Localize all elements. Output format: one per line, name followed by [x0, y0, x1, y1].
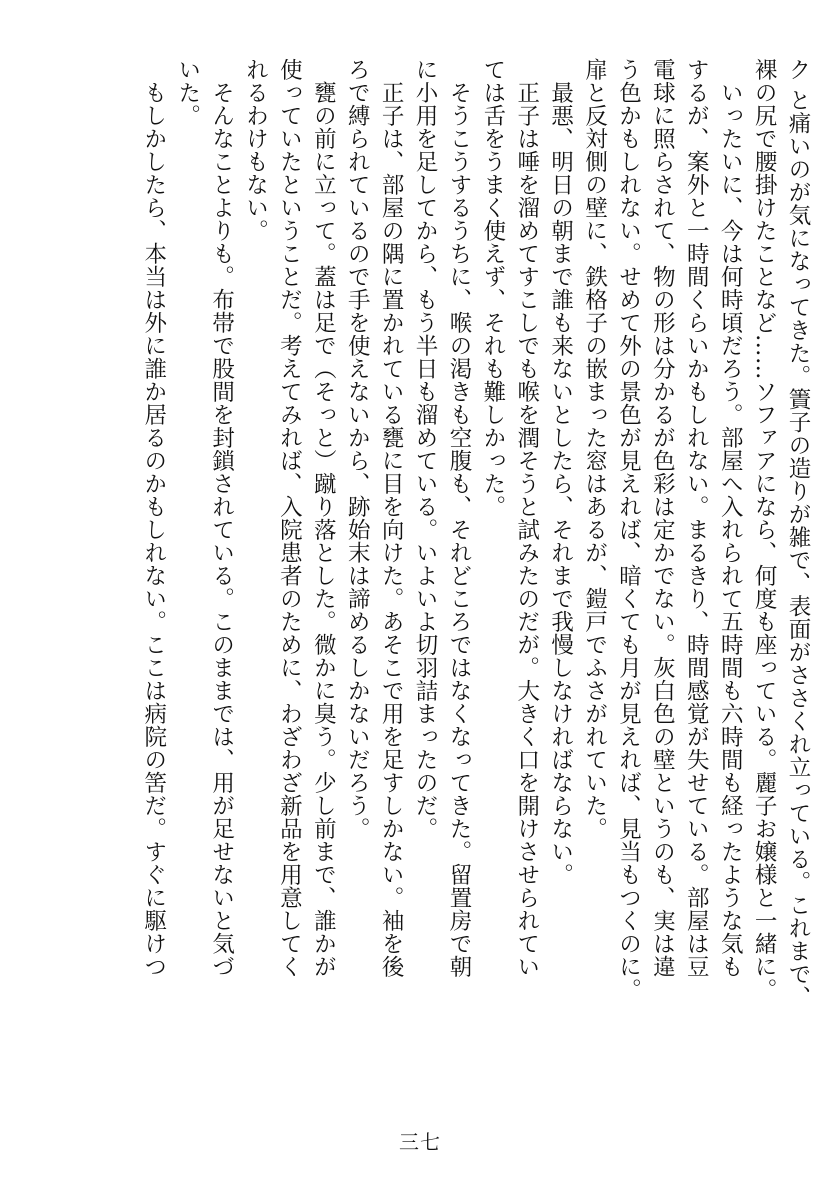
- text-column: いったいに、今は何時頃だろう。部屋へ入れられて五時間も六時間も経ったような気も: [717, 58, 744, 978]
- vertical-text-body: [24, 58, 814, 1058]
- text-column: そんなことよりも。布帯で股間を封鎖されている。このままでは、用が足せないと気づ: [208, 58, 235, 978]
- text-column: 裸の尻で腰掛けたことなど……ソファアになら、何度も座っている。麗子お嬢様と一緒に。: [751, 58, 778, 1001]
- text-column: もしかしたら、本当は外に誰か居るのかもしれない。ここは病院の筈だ。すぐに駆けつ: [140, 58, 167, 978]
- text-column: 使っていたということだ。考えてみれば、入院患者のために、わざわざ新品を用意してく: [276, 58, 303, 978]
- text-column: 正子は唾を溜めてすこしでも喉を潤そうと試みたのだが。大きく口を開けさせられてい: [513, 58, 540, 978]
- text-column: に小用を足してから、もう半日も溜めている。いよいよ切羽詰まったのだ。: [412, 58, 439, 840]
- page-number: 三七: [399, 1130, 441, 1154]
- text-column: そうこうするうちに、喉の渇きも空腹も、それどころではなくなってきた。留置房で朝: [445, 58, 472, 978]
- text-column: ては舌をうまく使えず、それも難しかった。: [479, 58, 506, 518]
- text-column: いた。: [174, 58, 201, 127]
- text-column: 電球に照らされて、物の形は分かるが色彩は定かでない。灰白色の壁というのも、実は違: [649, 58, 676, 978]
- text-column: ろで縛られているので手を使えないから、跡始末は諦めるしかないだろう。: [344, 58, 371, 840]
- text-column: ク と痛いのが気になってきた。簀子の造りが雑で、表面がささくれ立っている。これまで、: [785, 58, 811, 1009]
- text-column: 扉と反対側の壁に、鉄格子の嵌まった窓はあるが、鎧戸でふさがれていた。: [581, 58, 608, 840]
- text-column: う色かもしれない。せめて外の景色が見えれば、暗くても月が見えれば、見当もつくのに。: [615, 58, 642, 1001]
- text-column: 甕の前に立って。蓋は足で（そっと）蹴り落とした。微かに臭う。少し前まで、誰かが: [310, 58, 337, 978]
- text-column: 最悪、明日の朝まで誰も来ないとしたら、それまで我慢しなければならない。: [547, 58, 574, 886]
- text-column: れるわけもない。: [242, 58, 269, 242]
- text-column: 正子は、部屋の隅に置かれている甕に目を向けた。あそこで用を足すしかない。袖を後: [378, 58, 405, 978]
- text-column: するが、案外と一時間くらいかもしれない。まるきり、時間感覚が失せている。部屋は豆: [683, 58, 710, 978]
